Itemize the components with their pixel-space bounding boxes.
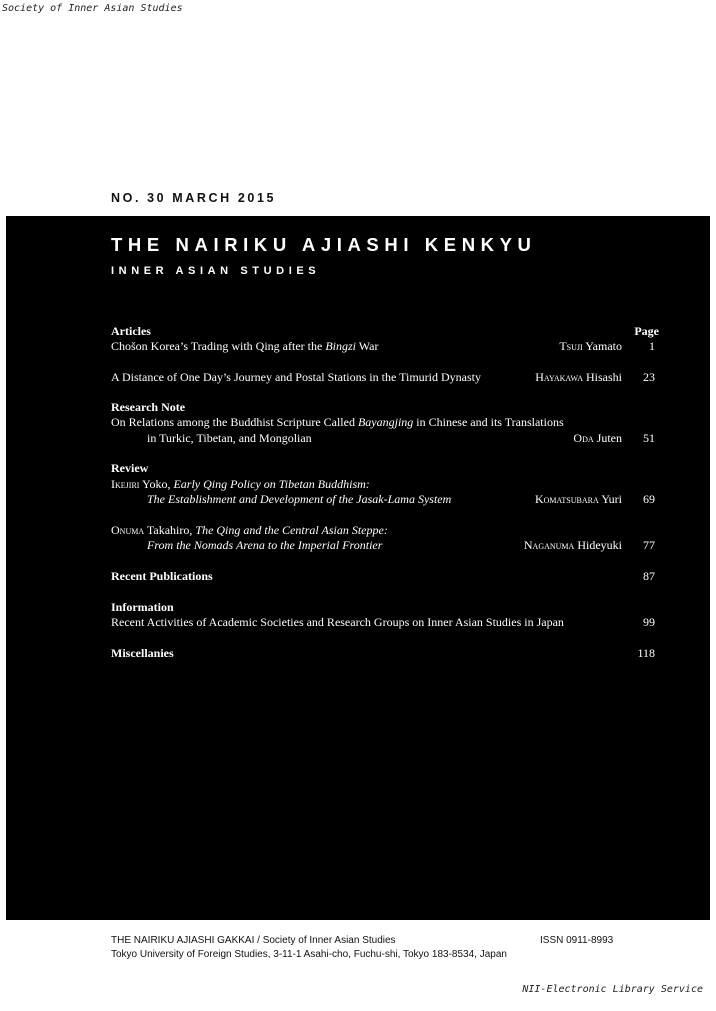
journal-subtitle: INNER ASIAN STUDIES (111, 265, 321, 277)
section-information: Information (111, 600, 174, 614)
footer-society: THE NAIRIKU AJIASHI GAKKAI / Society of Inner Asian Studies (111, 935, 396, 946)
section-articles: Articles (111, 324, 151, 338)
journal-title: THE NAIRIKU AJIASHI KENKYU (111, 234, 537, 255)
note-1-author: Oda Juten (573, 431, 622, 445)
article-1-page: 1 (649, 339, 655, 353)
note-1-title-line2: in Turkic, Tibetan, and Mongolian (147, 431, 312, 445)
section-recent-publications: Recent Publications (111, 569, 213, 583)
issue-number: NO. 30 MARCH 2015 (111, 191, 277, 205)
review-1-title: Ikejiri Yoko, Early Qing Policy on Tibetan Buddhism: (111, 477, 370, 491)
review-2-title: Onuma Takahiro, The Qing and the Central Asian Steppe: (111, 523, 388, 537)
information-line: Recent Activities of Academic Societies and Research Groups on Inner Asian Studies in Japan (111, 615, 564, 629)
contents-panel (6, 216, 710, 920)
review-1-reviewer: Komatsubara Yuri (534, 492, 622, 506)
section-research-note: Research Note (111, 400, 186, 414)
article-1-author: Tsuji Yamato (559, 339, 622, 353)
watermark-bottom: NII-Electronic Library Service (522, 984, 703, 995)
note-1-page: 51 (643, 431, 655, 445)
section-miscellanies: Miscellanies (111, 646, 174, 660)
review-2-page: 77 (643, 538, 655, 552)
review-2-title-line2: From the Nomads Arena to the Imperial Frontier (147, 538, 383, 552)
section-review: Review (111, 461, 149, 475)
miscellanies-page: 118 (637, 646, 655, 660)
article-1-title: Chošon Korea’s Trading with Qing after the Bingzi War (111, 339, 379, 353)
information-page: 99 (643, 615, 655, 629)
article-2-page: 23 (643, 370, 655, 384)
footer-address: Tokyo University of Foreign Studies, 3-11-1 Asahi-cho, Fuchu-shi, Tokyo 183-8534, Japan (111, 949, 507, 960)
note-1-title: On Relations among the Buddhist Scripture Called Bayangjing in Chinese and its Translations (111, 415, 564, 429)
review-1-title-line2: The Establishment and Development of the Jasak-Lama System (147, 492, 452, 506)
article-2-title: A Distance of One Day’s Journey and Postal Stations in the Timurid Dynasty (111, 370, 481, 384)
watermark-top: Society of Inner Asian Studies (2, 3, 183, 14)
review-2-reviewer: Naganuma Hideyuki (523, 538, 622, 552)
publisher-footer (111, 934, 631, 962)
page-column-heading: Page (634, 324, 659, 338)
review-1-page: 69 (643, 492, 655, 506)
recent-publications-page: 87 (643, 569, 655, 583)
article-2-author: Hayakawa Hisashi (535, 370, 622, 384)
footer-issn: ISSN 0911-8993 (540, 935, 614, 946)
